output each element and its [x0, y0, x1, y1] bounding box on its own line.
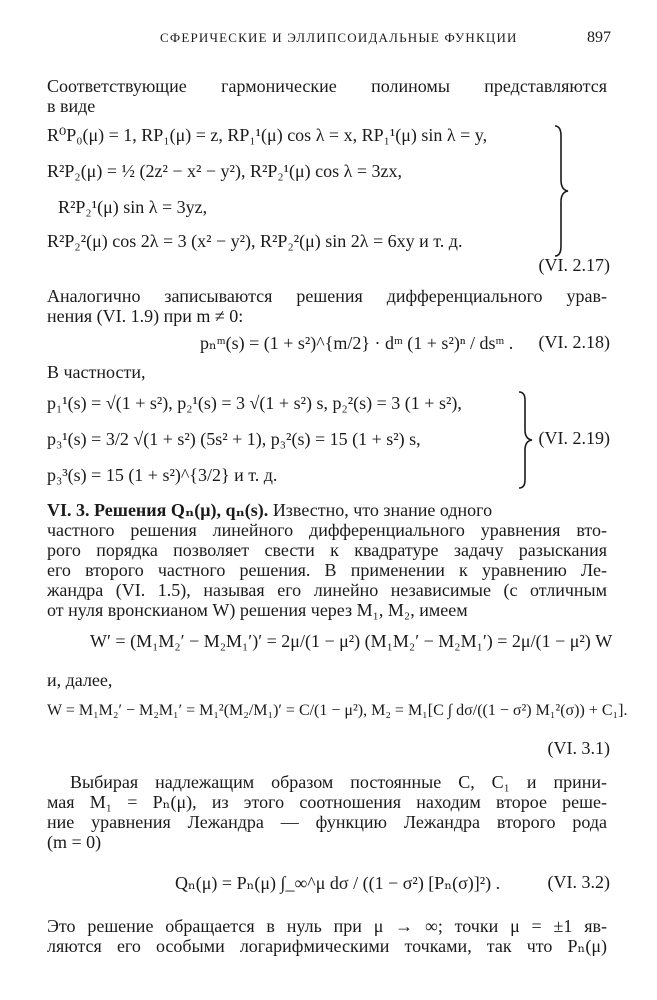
equation-number: (VI. 3.1)	[547, 738, 610, 758]
paragraph-line: в виде	[47, 96, 96, 116]
running-title: СФЕРИЧЕСКИЕ И ЭЛЛИПСОИДАЛЬНЫЕ ФУНКЦИИ	[160, 30, 518, 45]
paragraph-line: нения (VI. 1.9) при m ≠ 0:	[47, 306, 244, 326]
page-number: 897	[587, 29, 611, 46]
equation-number: (VI. 2.17)	[538, 255, 610, 275]
paragraph-line: и, далее,	[47, 670, 113, 690]
curly-brace	[552, 124, 572, 258]
paragraph-text: Известно, что знание одного	[272, 500, 493, 520]
paragraph-line: от нуля вронскианом W) решения через M₁, M₂, имеем	[47, 600, 468, 620]
paragraph-line: частного решения линейного дифференциального уравнения вто-	[47, 520, 607, 540]
running-header	[0, 30, 657, 52]
equation-line: p₁¹(s) = √(1 + s²), p₂¹(s) = 3 √(1 + s²) s, p₂²(s) = 3 (1 + s²),	[47, 393, 462, 413]
equation-line: W′ = (M₁M₂′ − M₂M₁′)′ = 2μ/(1 − μ²) (M₁M₂′ − M₂M₁′) = 2μ/(1 − μ²) W	[90, 631, 613, 651]
section-heading: VI. 3. Решения Qₙ(μ), qₙ(s).	[47, 500, 269, 520]
equation-number: (VI. 3.2)	[547, 872, 610, 892]
paragraph-line: (m = 0)	[47, 832, 102, 852]
paragraph-line: ляются его особыми логарифмическими точками, так что Pₙ(μ)	[47, 936, 607, 956]
equation-line: W = M₁M₂′ − M₂M₁′ = M₁²(M₂/M₁)′ = C/(1 − μ²), M₂ = M₁[C ∫ dσ/((1 − σ²) M₁²(σ)) + C₁].	[47, 702, 628, 719]
equation-line: p₃³(s) = 15 (1 + s²)^{3/2} и т. д.	[47, 465, 278, 485]
equation-line: Qₙ(μ) = Pₙ(μ) ∫_∞^μ dσ / ((1 − σ²) [Pₙ(σ)]²) .	[175, 873, 501, 893]
paragraph-line: жандра (VI. 1.5), называя его линейно независимые (с отличным	[47, 580, 607, 600]
paragraph-line: Соответствующие гармонические полиномы представляются	[47, 76, 607, 96]
paragraph-line: Это решение обращается в нуль при μ → ∞; точки μ = ±1 яв-	[47, 916, 607, 936]
paragraph-line: Выбирая надлежащим образом постоянные C, C₁ и прини-	[70, 772, 607, 792]
paragraph-line: ние уравнения Лежандра — функцию Лежандра второго рода	[47, 812, 607, 832]
equation-line: pₙᵐ(s) = (1 + s²)^{m/2} · dᵐ (1 + s²)ⁿ / dsᵐ .	[200, 333, 514, 353]
paragraph-line: его второго частного решения. В применении к уравнению Ле-	[47, 560, 607, 580]
equation-line: R²P₂(μ) = ½ (2z² − x² − y²), R²P₂¹(μ) cos λ = 3zx,	[47, 161, 403, 181]
equation-number: (VI. 2.19)	[538, 428, 610, 448]
paragraph-line: В частности,	[47, 362, 146, 382]
equation-line: p₃¹(s) = 3/2 √(1 + s²) (5s² + 1), p₃²(s) = 15 (1 + s²) s,	[47, 429, 421, 449]
paragraph-line: Аналогично записываются решения дифференциального урав-	[47, 286, 607, 306]
paragraph-line: мая M₁ = Pₙ(μ), из этого соотношения находим второе реше-	[47, 792, 607, 812]
equation-line: R²P₂²(μ) cos 2λ = 3 (x² − y²), R²P₂²(μ) sin 2λ = 6xy и т. д.	[47, 231, 463, 251]
equation-line: R⁰P₀(μ) = 1, RP₁(μ) = z, RP₁¹(μ) cos λ = x, RP₁¹(μ) sin λ = y,	[47, 125, 488, 145]
section-first-line	[47, 500, 607, 520]
equation-line: R²P₂¹(μ) sin λ = 3yz,	[58, 197, 208, 217]
curly-brace	[516, 390, 536, 490]
equation-number: (VI. 2.18)	[538, 332, 610, 352]
paragraph-line: рого порядка позволяет свести к квадратуре задачу разыскания	[47, 540, 607, 560]
